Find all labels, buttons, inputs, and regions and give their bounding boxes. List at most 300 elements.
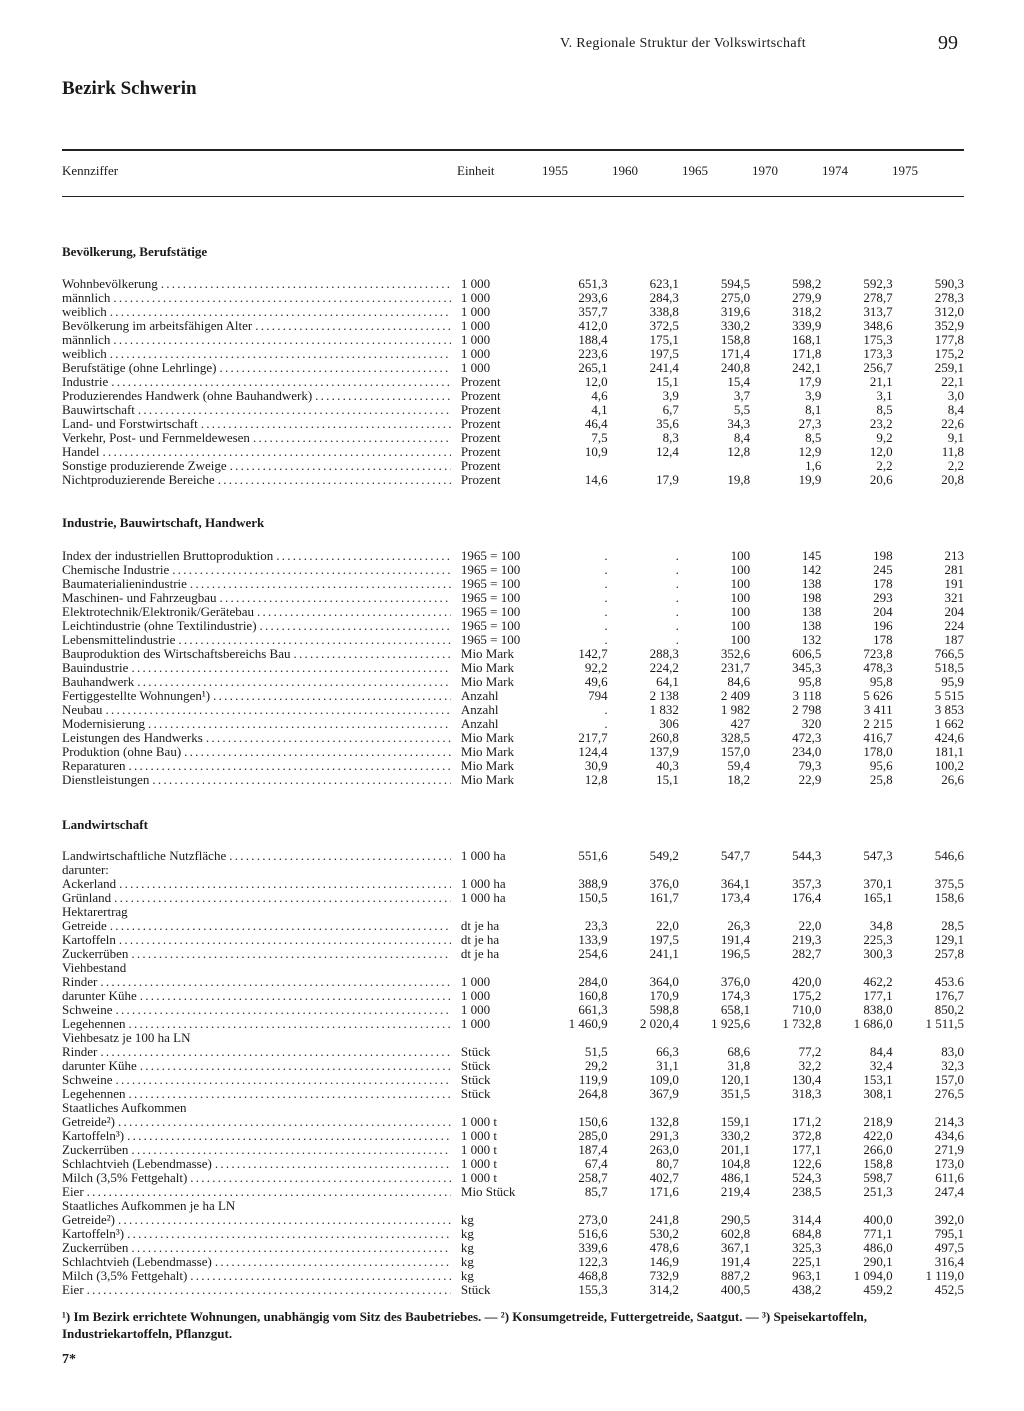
row-label-cell <box>62 933 451 947</box>
row-value: 204 <box>944 605 964 619</box>
row-value: 732,9 <box>649 1269 679 1283</box>
row-value: 838,0 <box>863 1003 893 1017</box>
row-value <box>679 1101 750 1115</box>
row-label: darunter: <box>62 863 109 877</box>
row-value: 79,3 <box>798 759 822 773</box>
row-label: weiblich <box>62 347 107 361</box>
row-label: Zuckerrüben <box>62 947 129 961</box>
row-value: 12,8 <box>727 445 751 459</box>
table-row <box>62 1115 964 1129</box>
row-value: 187 <box>944 633 964 647</box>
row-value: 158,8 <box>863 1157 893 1171</box>
row-value: 196 <box>873 619 893 633</box>
row-value: 623,1 <box>649 277 679 291</box>
row-value <box>679 863 750 877</box>
row-value: 15,4 <box>727 375 751 389</box>
table-row <box>62 1213 964 1227</box>
row-value: . <box>604 577 608 591</box>
row-value: . <box>604 549 608 563</box>
row-unit <box>451 1101 537 1115</box>
row-label: Eier <box>62 1185 84 1199</box>
table-row <box>62 347 964 361</box>
row-value: 122,3 <box>578 1255 608 1269</box>
row-value: 1 925,6 <box>711 1017 751 1031</box>
row-value: 313,7 <box>863 305 893 319</box>
row-value: . <box>604 591 608 605</box>
row-value: 293,6 <box>578 291 608 305</box>
row-value: 364,0 <box>649 975 679 989</box>
row-label-cell <box>62 605 451 619</box>
row-unit: Prozent <box>460 375 501 389</box>
row-value: 161,7 <box>649 891 679 905</box>
row-value: 590,3 <box>934 277 964 291</box>
row-value: 412,0 <box>578 319 608 333</box>
row-unit: Stück <box>460 1059 491 1073</box>
row-unit: 1 000 <box>460 347 491 361</box>
row-label-cell <box>62 1101 451 1115</box>
leader-dots <box>128 661 450 675</box>
row-value: 138 <box>801 605 822 619</box>
row-unit: Mio Mark <box>460 759 514 773</box>
section-title: Industrie, Bauwirtschaft, Handwerk <box>62 515 265 530</box>
row-value: 80,7 <box>656 1157 679 1171</box>
row-unit: 1 000 <box>460 1003 491 1017</box>
row-value: 176,4 <box>792 891 822 905</box>
column-header-year: 1975 <box>892 163 918 178</box>
row-value: 427 <box>730 717 751 731</box>
row-value: 684,8 <box>792 1227 822 1241</box>
row-label: Elektrotechnik/Elektronik/Gerätebau <box>62 605 255 619</box>
leader-dots <box>108 375 451 389</box>
leader-dots <box>187 577 451 591</box>
row-unit <box>451 961 537 975</box>
row-label: Schlachtvieh (Lebendmasse) <box>62 1157 212 1171</box>
leader-dots <box>128 1241 450 1255</box>
row-value: 278,7 <box>863 291 893 305</box>
row-unit: 1 000 t <box>460 1171 498 1185</box>
row-value: 138 <box>801 619 822 633</box>
row-value: 661,3 <box>578 1003 608 1017</box>
row-value: 217,7 <box>578 731 608 745</box>
row-value <box>750 1101 821 1115</box>
leader-dots <box>203 731 451 745</box>
row-unit: 1965 = 100 <box>460 549 521 563</box>
table-row <box>62 947 964 961</box>
row-unit: kg <box>460 1213 474 1227</box>
row-value: 402,7 <box>649 1171 679 1185</box>
table-row <box>62 877 964 891</box>
row-label: Modernisierung <box>62 717 146 731</box>
row-value: . <box>604 703 608 717</box>
row-value: . <box>604 605 608 619</box>
row-label-cell <box>62 1143 451 1157</box>
table-row <box>62 1143 964 1157</box>
leader-dots <box>110 291 451 305</box>
leader-dots <box>107 347 451 361</box>
row-label: Handel <box>62 445 100 459</box>
row-value: 35,6 <box>656 417 679 431</box>
row-value <box>821 1031 892 1045</box>
row-value: 241,8 <box>649 1213 679 1227</box>
row-value: 265,1 <box>578 361 608 375</box>
row-value: 51,5 <box>584 1045 608 1059</box>
leader-dots <box>273 549 451 563</box>
row-unit <box>451 863 537 877</box>
row-unit: 1965 = 100 <box>460 619 521 633</box>
row-label-cell <box>62 389 451 403</box>
row-value: 364,1 <box>720 877 751 891</box>
row-value: . <box>604 717 608 731</box>
row-value: 3,0 <box>947 389 964 403</box>
row-value: 438,2 <box>792 1283 822 1297</box>
row-label: Produktion (ohne Bau) <box>62 745 182 759</box>
row-value: 3 853 <box>934 703 964 717</box>
table-row <box>62 1031 964 1045</box>
row-label: weiblich <box>62 305 107 319</box>
row-label-cell <box>62 647 451 661</box>
row-value <box>750 961 821 975</box>
row-value: 771,1 <box>863 1227 893 1241</box>
row-value: 2 138 <box>649 689 679 703</box>
row-value: 22,0 <box>656 919 679 933</box>
row-value: 100 <box>730 563 751 577</box>
row-value: 132 <box>801 633 822 647</box>
row-value: 478,6 <box>649 1241 679 1255</box>
row-value: 251,3 <box>863 1185 893 1199</box>
row-unit: Prozent <box>460 473 501 487</box>
leader-dots <box>102 703 450 717</box>
column-header-year: 1960 <box>612 163 638 178</box>
row-label-cell <box>62 633 451 647</box>
row-value: 197,5 <box>649 347 679 361</box>
row-value: 264,8 <box>578 1087 608 1101</box>
table-row <box>62 577 964 591</box>
row-value: 223,6 <box>578 347 608 361</box>
row-label: Neubau <box>62 703 103 717</box>
row-value: 95,8 <box>798 675 822 689</box>
row-label: Industrie <box>62 375 109 389</box>
row-value: 100 <box>730 633 751 647</box>
leader-dots <box>128 1143 450 1157</box>
row-value <box>536 961 607 975</box>
row-unit: 1 000 <box>460 361 491 375</box>
table-header-rule <box>62 196 964 197</box>
row-unit <box>451 905 537 919</box>
row-value: 551,6 <box>578 849 608 863</box>
row-value: 256,7 <box>863 361 893 375</box>
row-unit: dt je ha <box>460 947 500 961</box>
row-label-cell <box>62 417 451 431</box>
row-label: Legehennen <box>62 1017 126 1031</box>
row-unit: dt je ha <box>460 919 500 933</box>
row-label: Reparaturen <box>62 759 126 773</box>
row-value: 319,6 <box>720 305 751 319</box>
row-label: Viehbesatz je 100 ha LN <box>62 1031 191 1045</box>
row-value: 887,2 <box>720 1269 751 1283</box>
row-value: 66,3 <box>656 1045 679 1059</box>
row-value: 168,1 <box>792 333 822 347</box>
row-value: 434,6 <box>934 1129 964 1143</box>
row-value <box>821 1199 892 1213</box>
row-value: 318,3 <box>792 1087 822 1101</box>
row-value: 153,1 <box>863 1073 893 1087</box>
section-title: Bevölkerung, Berufstätige <box>62 244 208 259</box>
row-value: 142,7 <box>578 647 608 661</box>
row-value: 279,9 <box>792 291 822 305</box>
leader-dots <box>97 1045 451 1059</box>
row-value: 9,1 <box>947 431 964 445</box>
row-value: 3,1 <box>876 389 893 403</box>
row-label-cell <box>62 1003 451 1017</box>
row-value: 388,9 <box>578 877 608 891</box>
row-label: Bauwirtschaft <box>62 403 135 417</box>
row-value: 328,5 <box>720 731 751 745</box>
row-unit: Mio Mark <box>460 675 514 689</box>
row-value: 173,4 <box>720 891 751 905</box>
row-value: 104,8 <box>720 1157 751 1171</box>
row-value: 95,6 <box>869 759 893 773</box>
row-unit: Mio Mark <box>460 731 514 745</box>
row-label-cell <box>62 759 451 773</box>
row-value: 795,1 <box>934 1227 964 1241</box>
table-row <box>62 633 964 647</box>
row-value: 198 <box>801 591 822 605</box>
row-value: 12,8 <box>584 773 608 787</box>
row-value: 276,5 <box>934 1087 964 1101</box>
row-value: 12,0 <box>584 375 608 389</box>
row-value: 171,2 <box>792 1115 822 1129</box>
table-row <box>62 375 964 389</box>
row-unit: Mio Mark <box>460 661 514 675</box>
table-row <box>62 1283 964 1297</box>
row-value: 18,2 <box>727 773 751 787</box>
row-value: 284,0 <box>578 975 608 989</box>
row-label-cell <box>62 1115 451 1129</box>
row-value: 372,5 <box>649 319 679 333</box>
row-value: 122,6 <box>792 1157 822 1171</box>
row-unit <box>451 1199 537 1213</box>
row-label: Rinder <box>62 1045 98 1059</box>
row-value: 19,8 <box>727 473 751 487</box>
row-value: 592,3 <box>863 277 893 291</box>
row-label: Getreide²) <box>62 1213 115 1227</box>
row-value: 173,0 <box>934 1157 964 1171</box>
row-label: Produzierendes Handwerk (ohne Bauhandwerk) <box>62 389 313 403</box>
row-value: 850,2 <box>934 1003 964 1017</box>
row-value: 224,2 <box>649 661 679 675</box>
leader-dots <box>128 947 450 961</box>
table-row <box>62 319 964 333</box>
row-value: 598,8 <box>649 1003 679 1017</box>
row-value: 130,4 <box>792 1073 822 1087</box>
table-row <box>62 1241 964 1255</box>
row-value: 516,6 <box>578 1227 608 1241</box>
row-unit: Anzahl <box>460 717 499 731</box>
row-label: Milch (3,5% Fettgehalt) <box>62 1171 188 1185</box>
row-label-cell <box>62 549 451 563</box>
table-row <box>62 1087 964 1101</box>
row-value: 165,1 <box>863 891 893 905</box>
row-value: 178,0 <box>863 745 893 759</box>
row-value: 191 <box>944 577 964 591</box>
row-unit: kg <box>460 1255 474 1269</box>
row-unit: 1 000 <box>460 305 491 319</box>
row-value <box>750 1199 821 1213</box>
row-value: 181,1 <box>934 745 964 759</box>
table-row <box>62 717 964 731</box>
row-label: Schlachtvieh (Lebendmasse) <box>62 1255 212 1269</box>
row-value: 400,5 <box>720 1283 751 1297</box>
leader-dots <box>158 277 451 291</box>
row-value: 30,9 <box>584 759 608 773</box>
table-row <box>62 731 964 745</box>
row-label: Ackerland <box>62 877 117 891</box>
leader-dots <box>291 647 451 661</box>
table-row <box>62 591 964 605</box>
row-value: 3 411 <box>863 703 893 717</box>
row-label-cell <box>62 891 451 905</box>
data-table <box>62 849 964 1297</box>
table-row <box>62 933 964 947</box>
row-value: 177,1 <box>792 1143 822 1157</box>
table-row <box>62 473 964 487</box>
row-value: 1 094,0 <box>853 1269 893 1283</box>
row-value: 175,1 <box>649 333 679 347</box>
row-label-cell <box>62 473 451 487</box>
row-unit: kg <box>460 1269 474 1283</box>
row-value: 224 <box>944 619 964 633</box>
row-unit: Stück <box>460 1087 491 1101</box>
row-value: 124,4 <box>578 745 608 759</box>
row-label: Leichtindustrie (ohne Textilindustrie) <box>62 619 257 633</box>
row-label-cell <box>62 1129 451 1143</box>
row-value: 422,0 <box>863 1129 893 1143</box>
column-header-year: 1974 <box>822 163 848 178</box>
row-value: 367,1 <box>720 1241 751 1255</box>
row-label: Milch (3,5% Fettgehalt) <box>62 1269 188 1283</box>
row-value: . <box>675 577 679 591</box>
leader-dots <box>113 1073 451 1087</box>
row-value: 100 <box>730 577 751 591</box>
leader-dots <box>312 389 451 403</box>
row-unit: Mio Mark <box>460 773 514 787</box>
row-value: 83,0 <box>941 1045 964 1059</box>
row-label: männlich <box>62 333 111 347</box>
row-value: 549,2 <box>649 849 679 863</box>
table-row <box>62 619 964 633</box>
row-label: Hektarertrag <box>62 905 128 919</box>
row-value: 367,9 <box>649 1087 679 1101</box>
table-row <box>62 675 964 689</box>
row-value: 32,2 <box>798 1059 822 1073</box>
row-unit: Prozent <box>460 459 501 473</box>
row-value <box>679 1031 750 1045</box>
row-value: 196,5 <box>720 947 751 961</box>
row-label: Kartoffeln³) <box>62 1227 125 1241</box>
data-table <box>62 549 964 787</box>
row-value: 330,2 <box>720 1129 751 1143</box>
row-value: 22,1 <box>941 375 964 389</box>
row-value: 547,7 <box>720 849 751 863</box>
table-row <box>62 849 964 863</box>
row-value <box>893 1101 964 1115</box>
row-label-cell <box>62 591 451 605</box>
table-row <box>62 549 964 563</box>
column-header-year: 1970 <box>752 163 778 178</box>
leader-dots <box>100 445 451 459</box>
row-label-cell <box>62 745 451 759</box>
row-value <box>536 1031 607 1045</box>
row-value: . <box>675 619 679 633</box>
row-value: 204 <box>873 605 893 619</box>
row-value: 416,7 <box>863 731 893 745</box>
row-label: männlich <box>62 291 111 305</box>
row-value: 178 <box>873 577 893 591</box>
row-value: 651,3 <box>578 277 608 291</box>
row-value: 544,3 <box>792 849 822 863</box>
row-value: 8,5 <box>805 431 822 445</box>
leader-dots <box>116 933 451 947</box>
leader-dots <box>181 745 451 759</box>
row-label-cell <box>62 1213 451 1227</box>
row-label: Kartoffeln <box>62 933 116 947</box>
row-value <box>679 905 750 919</box>
table-row <box>62 891 964 905</box>
row-label: Land- und Forstwirtschaft <box>62 417 198 431</box>
row-value: 191,4 <box>720 1255 751 1269</box>
row-value: 84,6 <box>727 675 751 689</box>
row-value: 15,1 <box>656 773 679 787</box>
leader-dots <box>250 431 451 445</box>
row-value: 372,8 <box>792 1129 822 1143</box>
row-value: 338,8 <box>649 305 679 319</box>
row-value: 321 <box>944 591 964 605</box>
row-label: Index der industriellen Bruttoproduktion <box>62 549 274 563</box>
table-row <box>62 703 964 717</box>
row-value: 285,0 <box>578 1129 608 1143</box>
row-value: 22,6 <box>941 417 964 431</box>
page-number: 99 <box>938 32 958 54</box>
table-row <box>62 445 964 459</box>
row-value: 472,3 <box>792 731 822 745</box>
row-value: 794 <box>588 689 608 703</box>
row-value: 49,6 <box>584 675 608 689</box>
row-value: 95,8 <box>869 675 893 689</box>
row-value: 258,7 <box>578 1171 608 1185</box>
row-label: Zuckerrüben <box>62 1241 129 1255</box>
table-row <box>62 863 964 877</box>
row-label: Getreide²) <box>62 1115 115 1129</box>
row-value: 23,2 <box>869 417 893 431</box>
row-label-cell <box>62 1157 451 1171</box>
row-value: 1,6 <box>805 459 822 473</box>
leader-dots <box>113 1003 451 1017</box>
row-value: 1 511,5 <box>925 1017 964 1031</box>
table-row <box>62 1129 964 1143</box>
row-label-cell <box>62 877 451 891</box>
table-row <box>62 1157 964 1171</box>
table-row <box>62 431 964 445</box>
row-value: 109,0 <box>649 1073 679 1087</box>
row-label-cell <box>62 1045 451 1059</box>
row-value: 290,5 <box>720 1213 751 1227</box>
row-value: 27,3 <box>798 417 822 431</box>
row-label-cell <box>62 675 451 689</box>
row-value: 137,9 <box>649 745 679 759</box>
table-top-rule <box>62 149 964 151</box>
row-value: 392,0 <box>934 1213 964 1227</box>
table-row <box>62 1003 964 1017</box>
